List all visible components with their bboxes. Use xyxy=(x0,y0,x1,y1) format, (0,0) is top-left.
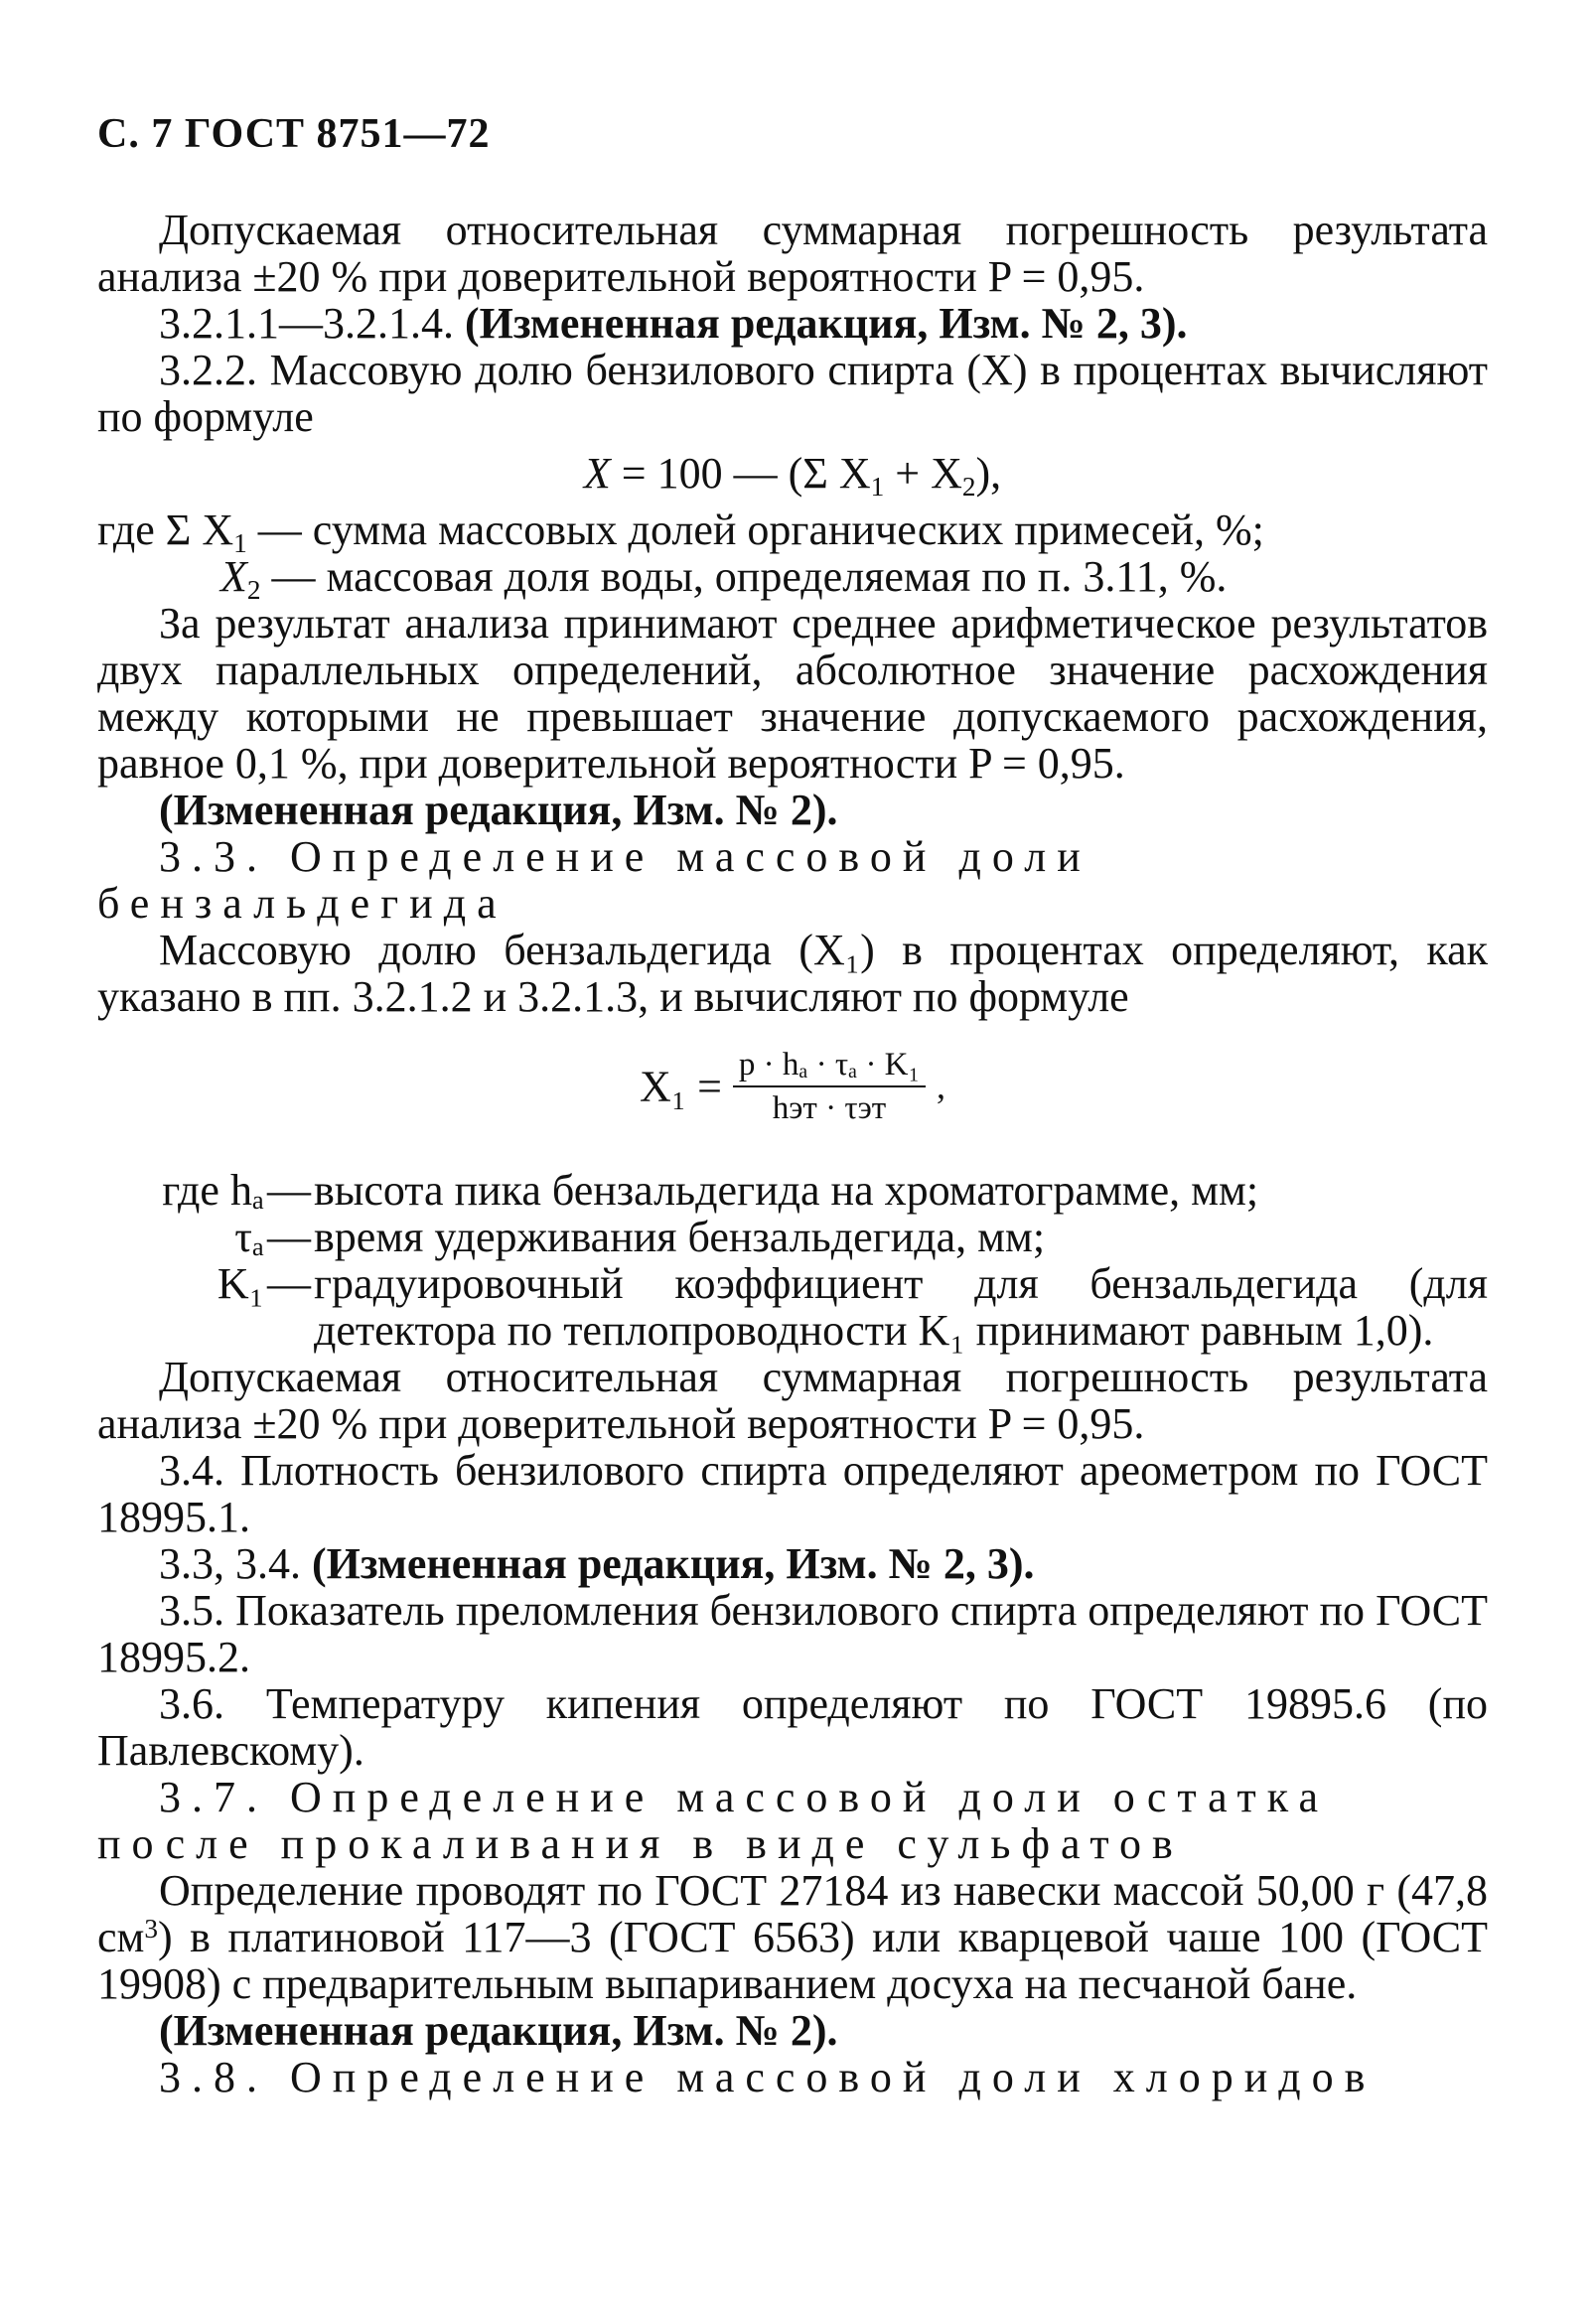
where-lead: где Σ X xyxy=(97,505,234,554)
legend-dash: — xyxy=(267,1259,311,1308)
edit-note: (Измененная редакция, Изм. № 2, 3). xyxy=(465,299,1188,348)
formula-part: ), xyxy=(975,449,1002,498)
where-line-1 xyxy=(97,505,1488,558)
paragraph-error-1: Допускаемая относительная суммарная погрешность результата анализа ±20 % при доверительной вероятности P = 0,95. xyxy=(97,206,1488,301)
p37-sup: 3 xyxy=(144,1914,159,1944)
formula-part: + X xyxy=(884,449,962,498)
formula-tail: , xyxy=(937,1066,946,1106)
heading-3-8: 3.8. Определение массовой доли хлоридов xyxy=(159,2053,1377,2101)
paragraph-3-6: 3.6. Температуру кипения определяют по ГОСТ 19895.6 (по Павлевскому). xyxy=(97,1679,1488,1775)
document-body xyxy=(97,207,1488,2100)
legend-symbol: где hₐ xyxy=(162,1166,264,1215)
heading-3-7: 3.7. Определение массовой доли остатка после прокаливания в виде сульфатов xyxy=(97,1773,1330,1868)
legend-text: градуировочный коэффициент для бензальдегида (для детектора по теплопроводности K₁ принимают равным 1,0). xyxy=(314,1259,1488,1355)
legend-row-tau xyxy=(97,1214,1488,1260)
paragraph-3-7 xyxy=(97,1867,1488,2007)
legend-symbol: K₁ xyxy=(217,1259,264,1308)
heading-3-3: 3.3. Определение массовой доли бензальдегида xyxy=(97,832,1091,928)
paragraph-edit-334 xyxy=(97,1540,1488,1587)
where-sub: 2 xyxy=(246,575,261,605)
page-header: С. 7 ГОСТ 8751—72 xyxy=(97,111,491,157)
edit-note: (Измененная редакция, Изм. № 2, 3). xyxy=(312,1539,1035,1588)
paragraph-edit-321 xyxy=(97,300,1488,347)
edit-prefix: 3.2.1.1—3.2.1.4. xyxy=(159,299,465,348)
legend-dash: — xyxy=(267,1213,311,1261)
formula-part: = 100 — (Σ X xyxy=(610,449,871,498)
legend-row-k1 xyxy=(97,1260,1488,1354)
formula-lhs: X₁ = xyxy=(639,1062,722,1111)
legend-text: высота пика бензальдегида на хроматограмме, мм; xyxy=(314,1166,1259,1215)
edit-prefix: 3.3, 3.4. xyxy=(159,1539,312,1588)
legend-row-ha xyxy=(97,1167,1488,1214)
fraction-numerator: p · hₐ · τₐ · K₁ xyxy=(733,1046,926,1087)
where-text: — сумма массовых долей органических примесей, %; xyxy=(246,505,1264,554)
formula-benzyl-alcohol xyxy=(97,449,1488,502)
formula-sub: 2 xyxy=(961,472,976,502)
fraction-denominator: hэт · τэт xyxy=(772,1090,887,1126)
edit-note-2b: (Измененная редакция, Изм. № 2). xyxy=(159,2006,838,2055)
formula-lhs: X xyxy=(583,449,611,498)
paragraph-3-4: 3.4. Плотность бензилового спирта определяют ареометром по ГОСТ 18995.1. xyxy=(97,1446,1488,1541)
where-line-2 xyxy=(97,552,1488,605)
fraction xyxy=(733,1046,926,1127)
p37-part-b: ) в платиновой 117—3 (ГОСТ 6563) или кварцевой чаше 100 (ГОСТ 19908) с предварительным выпариванием досуха на песчаной бане. xyxy=(97,1913,1488,2008)
edit-note-2a: (Измененная редакция, Изм. № 2). xyxy=(159,786,838,834)
where-lead: X xyxy=(220,552,247,601)
where-text: — массовая доля воды, определяемая по п. 3.11, %. xyxy=(260,552,1228,601)
paragraph-3-3: Массовую долю бензальдегида (X₁) в процентах определяют, как указано в пп. 3.2.1.2 и 3.2.1.3, и вычисляют по формуле xyxy=(97,926,1488,1021)
paragraph-3-5: 3.5. Показатель преломления бензилового спирта определяют по ГОСТ 18995.2. xyxy=(97,1586,1488,1681)
paragraph-result: За результат анализа принимают среднее арифметическое результатов двух параллельных определений, абсолютное значение расхождения между которыми не превышает значение допускаемого расхождения, равное 0,1 %, при доверительной вероятности P = 0,95. xyxy=(97,599,1488,788)
formula-benzaldehyde xyxy=(97,1046,1488,1137)
paragraph-error-2: Допускаемая относительная суммарная погрешность результата анализа ±20 % при доверительной вероятности P = 0,95. xyxy=(97,1353,1488,1448)
legend-symbol: τₐ xyxy=(234,1213,264,1261)
p37-part-a: Определение проводят по ГОСТ 27184 из навески массой 50,00 г (47,8 см xyxy=(97,1866,1488,1961)
formula-sub: 1 xyxy=(870,472,885,502)
legend-dash: — xyxy=(267,1166,311,1215)
where-sub: 1 xyxy=(233,528,247,558)
paragraph-322: 3.2.2. Массовую долю бензилового спирта (X) в процентах вычисляют по формуле xyxy=(97,346,1488,441)
legend-text: время удерживания бензальдегида, мм; xyxy=(314,1213,1046,1261)
